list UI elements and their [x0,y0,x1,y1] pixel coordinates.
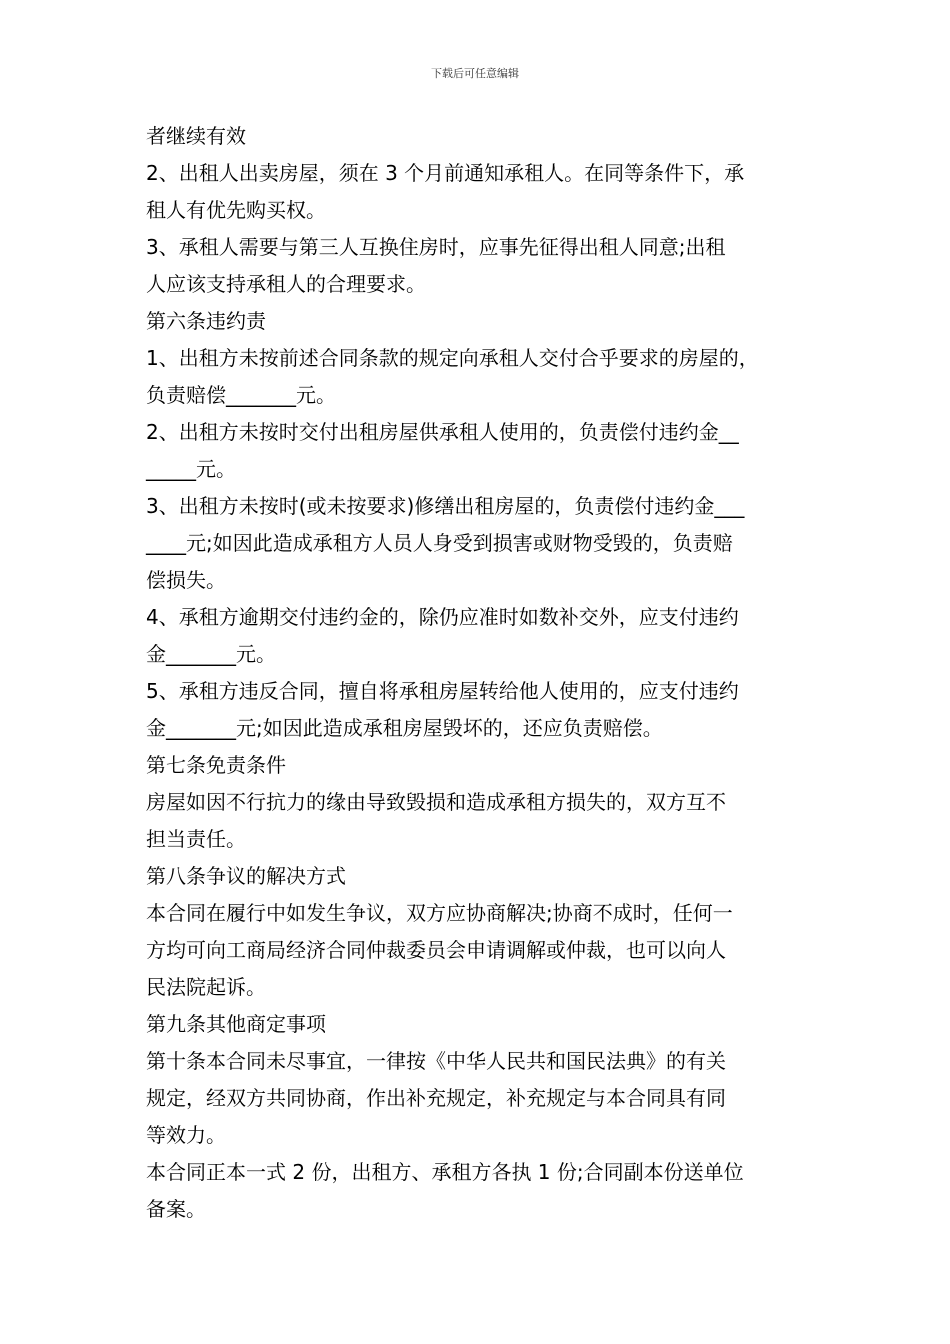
text-line: 4、承租方逾期交付违约金的，除仍应准时如数补交外，应支付违约 [146,605,739,629]
text-line: 金_______元。 [146,642,276,666]
text-line: 2、出租方未按时交付出租房屋供承租人使用的，负责偿付违约金__ [146,420,739,444]
text-line: 者继续有效 [146,124,246,148]
text-line: 负责赔偿_______元。 [146,383,336,407]
text-line: ____元;如因此造成承租方人员人身受到损害或财物受毁的，负责赔 [146,531,733,555]
text-line: 1、出租方未按前述合同条款的规定向承租人交付合乎要求的房屋的， [146,346,759,370]
text-line: 方均可向工商局经济合同仲裁委员会申请调解或仲裁，也可以向人 [146,938,726,962]
text-line: 第十条本合同未尽事宜，一律按《中华人民共和国民法典》的有关 [146,1049,726,1073]
section-heading: 第七条免责条件 [146,753,286,777]
text-line: 租人有优先购买权。 [146,198,326,222]
text-line: 人应该支持承租人的合理要求。 [146,272,426,296]
section-heading: 第九条其他商定事项 [146,1012,326,1036]
page-header-note: 下载后可任意编辑 [431,67,519,80]
contract-body [146,118,816,1228]
text-line: 民法院起诉。 [146,975,266,999]
text-line: 房屋如因不行抗力的缘由导致毁损和造成承租方损失的，双方互不 [146,790,726,814]
text-line: 本合同正本一式 2 份，出租方、承租方各执 1 份;合同副本份送单位 [146,1160,744,1184]
section-heading: 第六条违约责 [146,309,266,333]
text-line: 3、承租人需要与第三人互换住房时，应事先征得出租人同意;出租 [146,235,726,259]
text-line: 5、承租方违反合同，擅自将承租房屋转给他人使用的，应支付违约 [146,679,739,703]
text-line: 担当责任。 [146,827,246,851]
text-line: 规定，经双方共同协商，作出补充规定，补充规定与本合同具有同 [146,1086,726,1110]
text-line: 备案。 [146,1197,206,1221]
text-line: _____元。 [146,457,236,481]
text-line: 3、出租方未按时(或未按要求)修缮出租房屋的，负责偿付违约金___ [146,494,745,518]
text-line: 等效力。 [146,1123,226,1147]
text-line: 偿损失。 [146,568,226,592]
text-line: 2、出租人出卖房屋，须在 3 个月前通知承租人。在同等条件下，承 [146,161,745,185]
section-heading: 第八条争议的解决方式 [146,864,346,888]
text-line: 金_______元;如因此造成承租房屋毁坏的，还应负责赔偿。 [146,716,663,740]
text-line: 本合同在履行中如发生争议，双方应协商解决;协商不成时，任何一 [146,901,733,925]
